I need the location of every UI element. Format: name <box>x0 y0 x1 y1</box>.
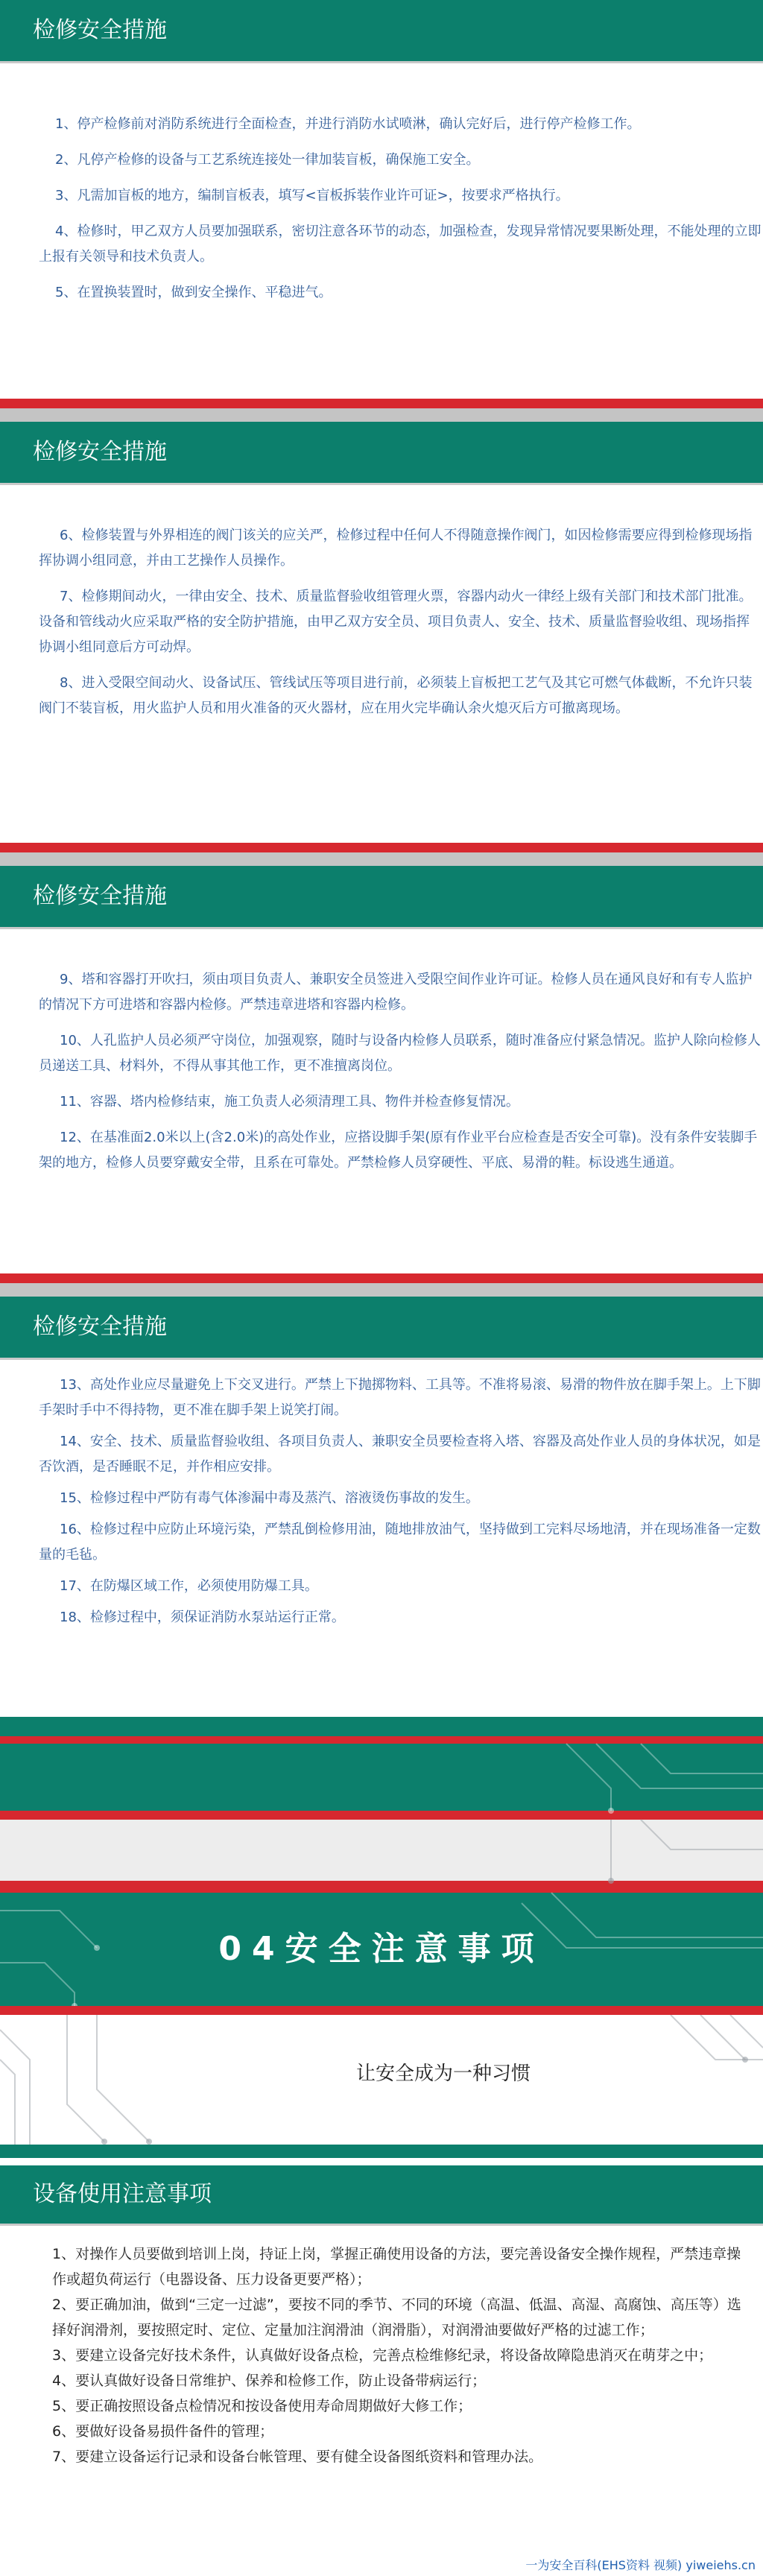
list-item: 6、要做好设备易损件备件的管理； <box>52 2423 274 2440</box>
slide-red-bar <box>0 1273 763 1283</box>
paragraph: 16、检修过程中应防止环境污染，严禁乱倒检修用油，随地排放油气，坚持做到工完料尽场地清，并在现场准备一定数量的毛毡。 <box>39 1522 761 1563</box>
header-rule <box>0 61 763 63</box>
list-item: 4、要认真做好设备日常维护、保养和检修工作，防止设备带病运行； <box>52 2373 487 2389</box>
paragraph: 8、进入受限空间动火、设备试压、管线试压等项目进行前，必须装上盲板把工艺气及其它可燃气体截断，不允许只装阀门不装盲板，用火监护人员和用火准备的灭火器材，应在用火完毕确认余火熄灭后方可撤离现场。 <box>39 675 753 716</box>
paragraph: 17、在防爆区域工作，必须使用防爆工具。 <box>60 1578 318 1594</box>
slide-4-body <box>39 1373 762 1636</box>
paragraph: 1、停产检修前对消防系统进行全面检查，并进行消防水试喷淋，确认完好后，进行停产检修工作。 <box>55 116 641 132</box>
slide-2-title: 检修安全措施 <box>0 422 763 483</box>
paragraph: 12、在基准面2.0米以上(含2.0米)的高处作业，应搭设脚手架(原有作业平台应检查是否安全可靠)。没有条件安装脚手架的地方，检修人员要穿戴安全带，且系在可靠处。严禁检修人员穿硬性、平底、易滑的鞋。标设逃生通道。 <box>39 1130 758 1171</box>
slide-3-title: 检修安全措施 <box>0 866 763 927</box>
slide-3-body <box>39 967 762 1186</box>
paragraph: 10、人孔监护人员必须严守岗位，加强观察，随时与设备内检修人员联系，随时准备应付紧急情况。监护人除向检修人员递送工具、材料外，不得从事其他工作，更不准擅离岗位。 <box>39 1033 761 1074</box>
slide-1-title: 检修安全措施 <box>0 0 763 61</box>
slide-1 <box>0 0 763 408</box>
header-rule <box>0 2224 763 2226</box>
header-rule <box>0 1358 763 1360</box>
slide-4 <box>0 1297 763 1717</box>
paragraph: 2、凡停产检修的设备与工艺系统连接处一律加装盲板，确保施工安全。 <box>55 152 480 168</box>
paragraph: 15、检修过程中严防有毒气体渗漏中毒及蒸汽、溶液烫伤事故的发生。 <box>60 1490 479 1506</box>
paragraph: 4、检修时，甲乙双方人员要加强联系，密切注意各环节的动态，加强检查，发现异常情况要果断处理，不能处理的立即上报有关领导和技术负责人。 <box>39 224 762 265</box>
footer-watermark[interactable]: 一为安全百科(EHS资料 视频) yiweiehs.cn <box>525 2558 756 2572</box>
list-item: 1、对操作人员要做到培训上岗，持证上岗，掌握正确使用设备的方法，要完善设备安全操作规程，严禁违章操作或超负荷运行（电器设备、压力设备更要严格）； <box>52 2246 741 2288</box>
slide-4-title: 检修安全措施 <box>0 1297 763 1358</box>
header-rule <box>0 483 763 485</box>
slide-red-bar <box>0 843 763 852</box>
divider-red-band <box>0 2006 763 2015</box>
slide-2-body <box>39 523 762 732</box>
paragraph: 7、检修期间动火，一律由安全、技术、质量监督验收组管理火票，容器内动火一律经上级有关部门和技术部门批准。设备和管线动火应采取严格的安全防护措施，由甲乙双方安全员、项目负责人、安全、技术、质量监督验收组、现场指挥协调小组同意后方可动焊。 <box>39 589 753 655</box>
section-subtitle: 让安全成为一种习惯 <box>356 2063 531 2085</box>
list-item: 2、要正确加油，做到“三定一过滤”，要按不同的季节、不同的环境（高温、低温、高湿、高腐蚀、高压等）选择好润滑剂，要按照定时、定位、定量加注润滑油（润滑脂），对润滑油要做好严格的过滤工作； <box>52 2297 741 2338</box>
slide-5 <box>0 2158 763 2576</box>
header-rule <box>0 927 763 929</box>
slide-2 <box>0 422 763 852</box>
paragraph: 3、凡需加盲板的地方，编制盲板表，填写<盲板拆装作业许可证>，按要求严格执行。 <box>55 188 569 203</box>
paragraph: 14、安全、技术、质量监督验收组、各项目负责人、兼职安全员要检查将入塔、容器及高处作业人员的身体状况，如是否饮酒，是否睡眠不足，并作相应安排。 <box>39 1434 761 1475</box>
slide-1-body <box>39 112 762 316</box>
slide-separator <box>0 852 763 866</box>
paragraph: 13、高处作业应尽量避免上下交叉进行。严禁上下抛掷物料、工具等。不准将易滚、易滑的物件放在脚手架上。上下脚手架时手中不得持物，更不准在脚手架上说笑打闹。 <box>39 1377 761 1418</box>
section-title: 04安全注意事项 <box>218 1930 545 1968</box>
section-divider <box>0 1717 763 2158</box>
slide-5-title: 设备使用注意事项 <box>0 2165 763 2224</box>
divider-band <box>0 2145 763 2158</box>
paragraph: 18、检修过程中，须保证消防水泵站运行正常。 <box>60 1610 345 1625</box>
list-item: 3、要建立设备完好技术条件，认真做好设备点检，完善点检维修纪录，将设备故障隐患消灭在萌芽之中； <box>52 2347 713 2364</box>
list-item: 7、要建立设备运行记录和设备台帐管理、要有健全设备图纸资料和管理办法。 <box>52 2449 543 2465</box>
slide-separator <box>0 1283 763 1297</box>
slide-3 <box>0 866 763 1283</box>
paragraph: 5、在置换装置时，做到安全操作、平稳进气。 <box>55 285 332 300</box>
paragraph: 11、容器、塔内检修结束，施工负责人必须清理工具、物件并检查修复情况。 <box>60 1094 519 1110</box>
paragraph: 9、塔和容器打开吹扫，须由项目负责人、兼职安全员签进入受限空间作业许可证。检修人员在通风良好和有专人监护的情况下方可进塔和容器内检修。严禁违章进塔和容器内检修。 <box>39 972 753 1013</box>
list-item: 5、要正确按照设备点检情况和按设备使用寿命周期做好大修工作； <box>52 2398 472 2414</box>
slide-separator <box>0 408 763 422</box>
paragraph: 6、检修装置与外界相连的阀门该关的应关严，检修过程中任何人不得随意操作阀门，如因检修需要应得到检修现场指挥协调小组同意，并由工艺操作人员操作。 <box>39 528 753 569</box>
slide-red-bar <box>0 399 763 408</box>
slide-5-body <box>52 2241 753 2469</box>
